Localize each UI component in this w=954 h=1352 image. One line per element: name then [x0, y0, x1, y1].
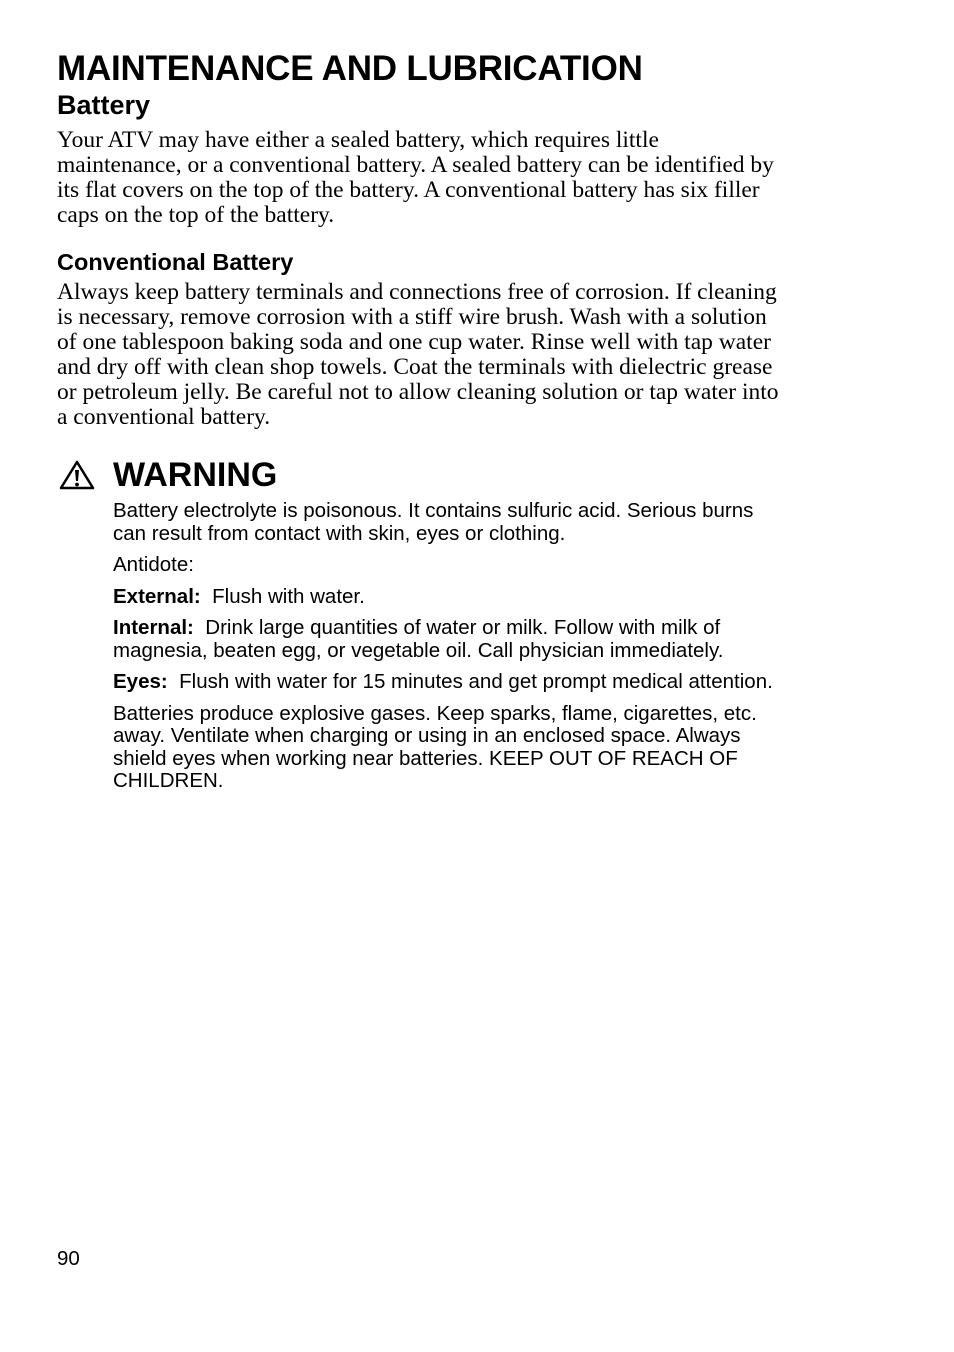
warning-triangle-icon — [59, 460, 95, 490]
warning-antidote-label: Antidote: — [113, 553, 194, 576]
warning-external-item — [113, 586, 785, 609]
warning-internal-item — [113, 617, 785, 662]
conventional-battery-paragraph: Always keep battery terminals and connections free of corrosion. If cleaning is necessary, remove corrosion with a stiff wire brush. Wash with a solution of one tablespoon baking soda and one cup water. Rinse well with tap water and dry off with clean shop towels. Coat the terminals with dielectric grease or petroleum jelly. Be careful not to allow cleaning solution or tap water into a conventional battery. — [57, 279, 779, 430]
external-text: Flush with water. — [212, 584, 365, 608]
page-number: 90 — [57, 1247, 80, 1270]
manual-page — [57, 48, 787, 802]
eyes-label: Eyes: — [113, 670, 168, 693]
eyes-text: Flush with water for 15 minutes and get prompt medical attention. — [179, 670, 773, 693]
internal-text: Drink large quantities of water or milk. Follow with milk of magnesia, beaten egg, or vegetable oil. Call physician immediately. — [113, 616, 724, 662]
warning-paragraph-electrolyte: Battery electrolyte is poisonous. It contains sulfuric acid. Serious burns can result from contact with skin, eyes or clothing. — [113, 499, 754, 545]
warning-eyes-item — [113, 671, 785, 694]
conventional-battery-heading: Conventional Battery — [57, 249, 294, 275]
warning-title: WARNING — [113, 456, 278, 494]
external-label: External: — [113, 584, 201, 608]
internal-label: Internal: — [113, 616, 194, 639]
warning-header — [57, 454, 787, 496]
warning-body — [113, 500, 785, 793]
warning-paragraph-gases: Batteries produce explosive gases. Keep sparks, flame, cigarettes, etc. away. Ventilate when charging or using in an enclosed space. Always shield eyes when working near batteries. KEEP OUT OF REACH OF CHILDREN. — [113, 701, 757, 792]
intro-paragraph: Your ATV may have either a sealed battery, which requires little maintenance, or a conventional battery. A sealed battery can be identified by its flat covers on the top of the battery. A conventional battery has six filler caps on the top of the battery. — [57, 127, 774, 228]
section-title: MAINTENANCE AND LUBRICATION — [57, 49, 643, 88]
sub-title: Battery — [57, 90, 151, 120]
